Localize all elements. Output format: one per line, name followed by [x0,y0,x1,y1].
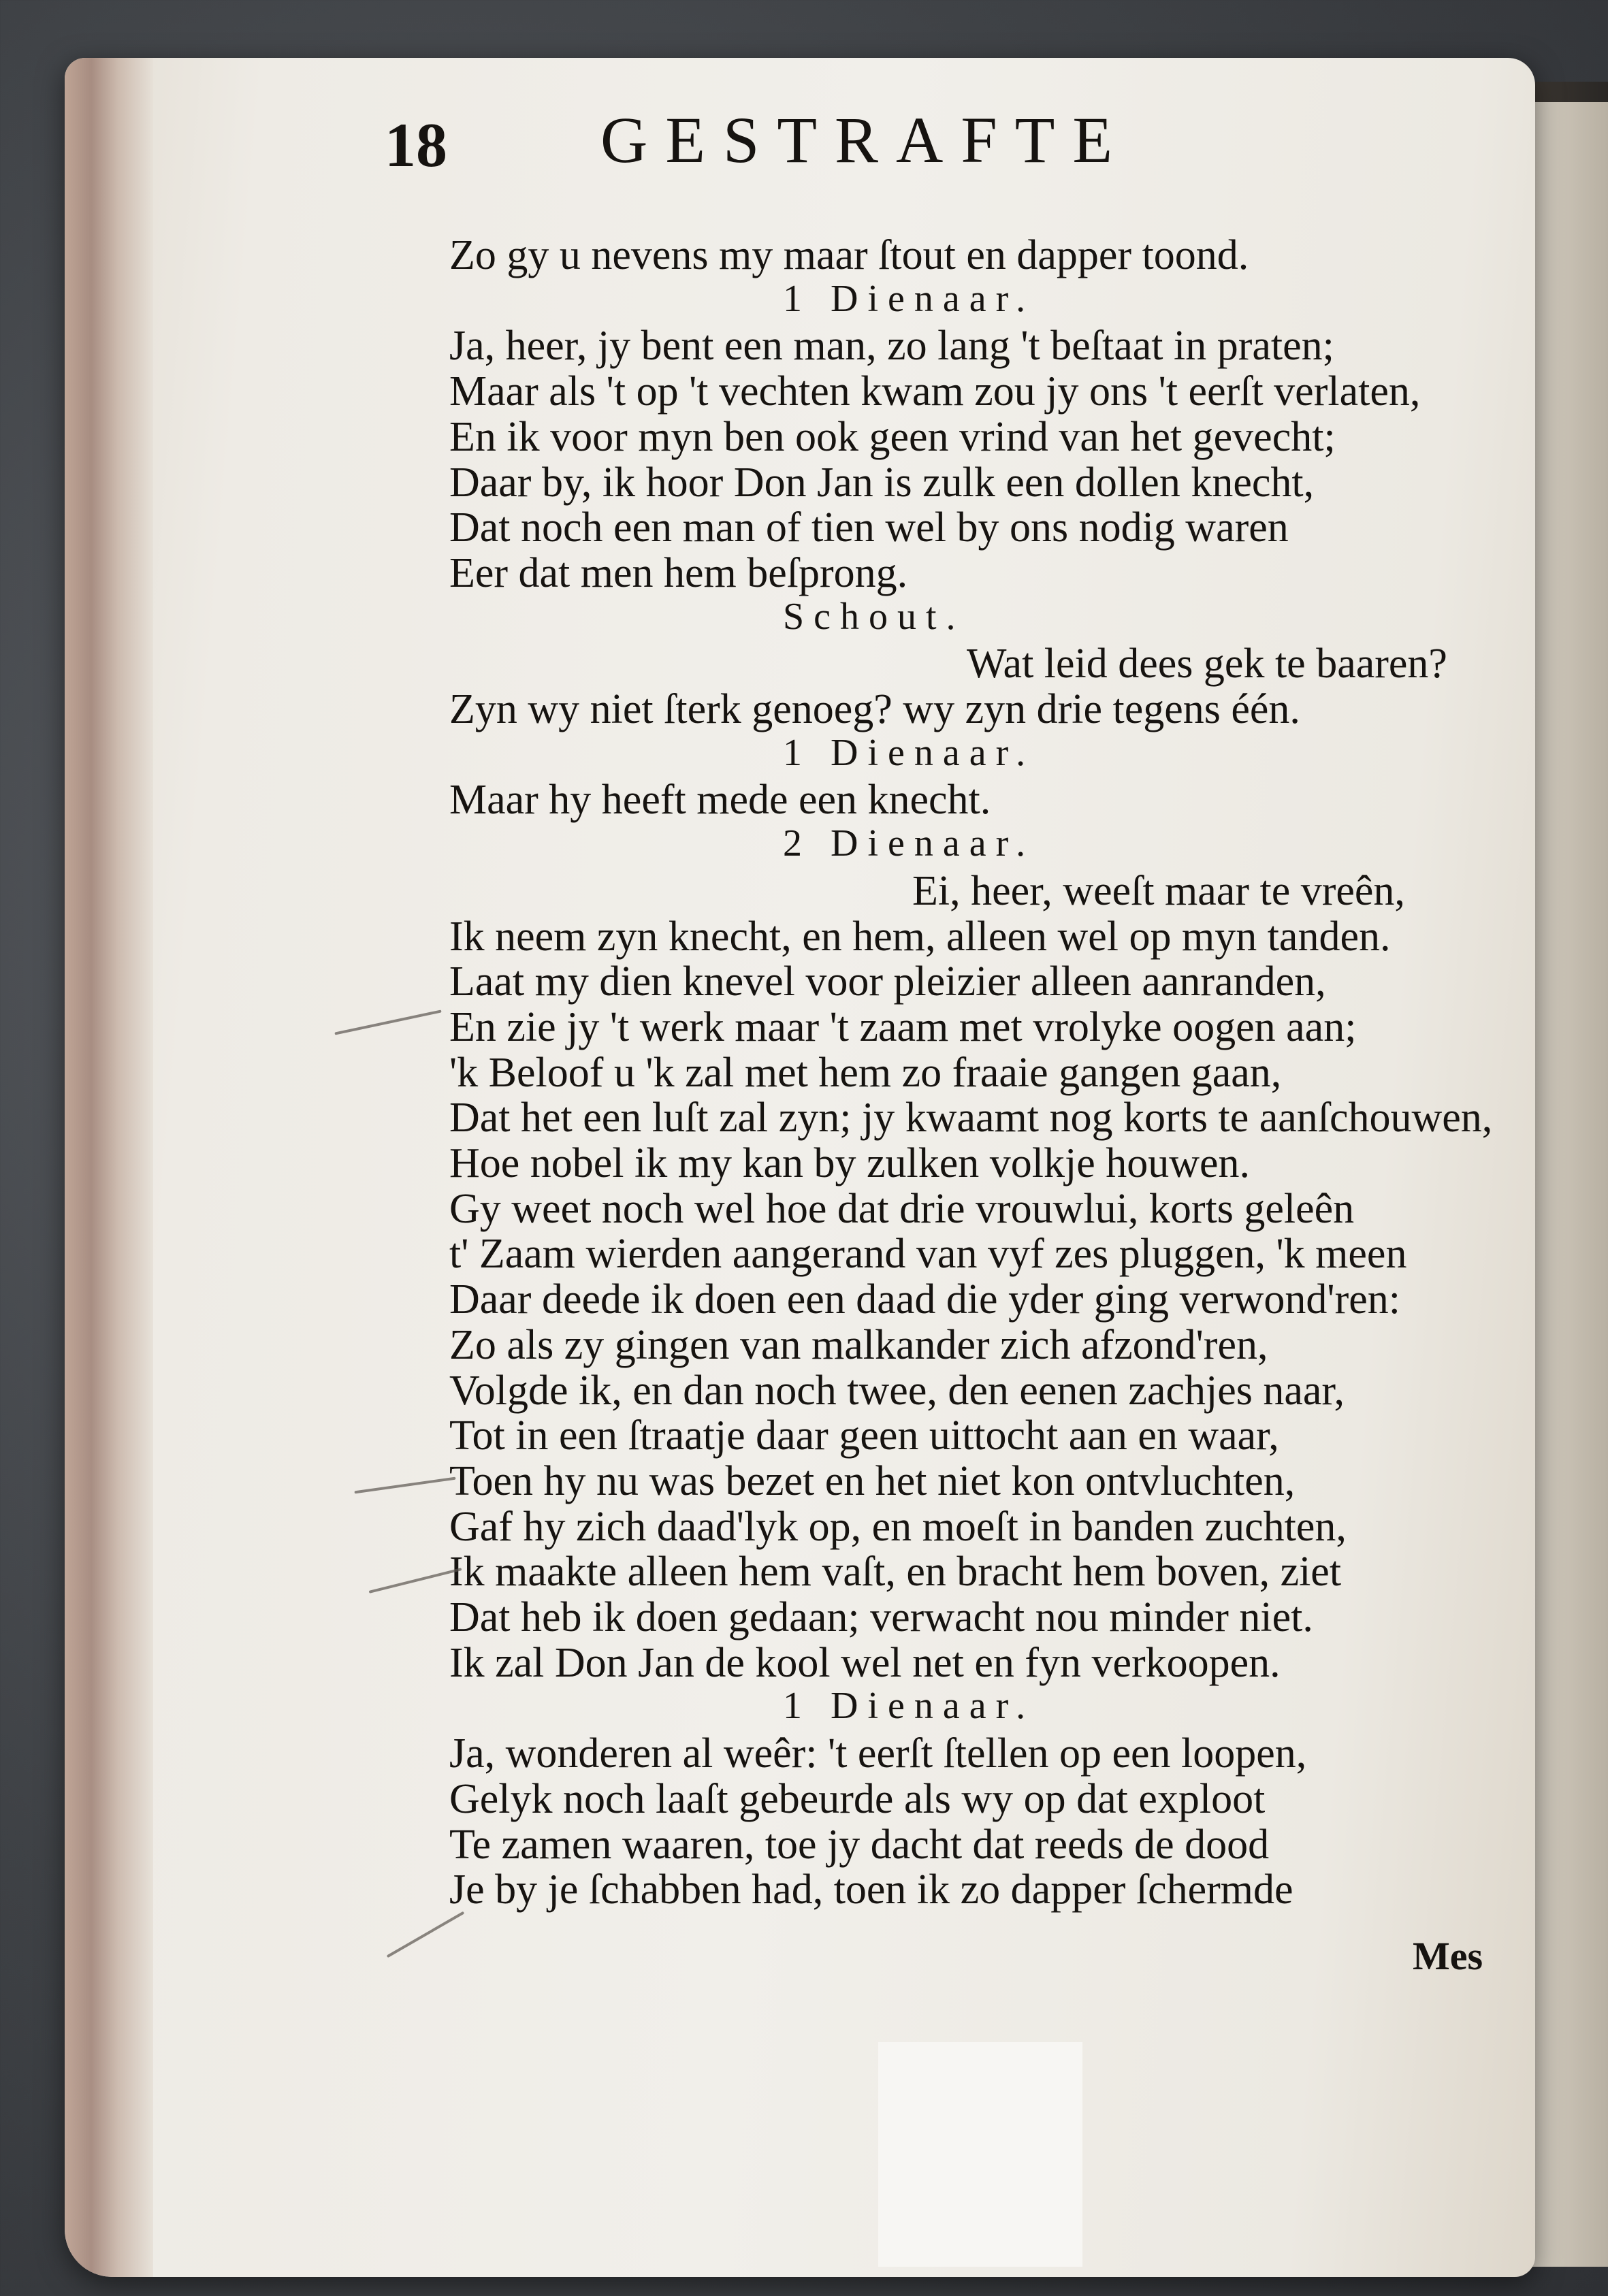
verse-line: Hoe nobel ik my kan by zulken volkje houwen. [449,1140,1251,1186]
page-number: 18 [385,110,447,180]
verse-line: Maar hy heeft mede een knecht. [449,777,991,824]
verse-line: En zie jy 't werk maar 't zaam met vrolyke oogen aan; [449,1003,1357,1050]
verse-line: Te zamen waaren, toe jy dacht dat reeds de dood [449,1821,1270,1868]
redaction-patch [878,2042,1082,2267]
verse-line: Daar deede ik doen een daad die yder ging verwond'ren: [449,1276,1400,1323]
verse-line: Ja, wonderen al weêr: 't eerſt ſtellen op een loopen, [449,1730,1307,1777]
verse-line: Eer dat men hem beſprong. [449,549,908,596]
verse-line: t' Zaam wierden aangerand van vyf zes pluggen, 'k meen [449,1231,1407,1278]
verse-line: Ik zal Don Jan de kool wel net en fyn verkoopen. [449,1639,1281,1686]
verse-line: Zo gy u nevens my maar ſtout en dapper toond. [449,232,1249,278]
verse-line: Daar by, ik hoor Don Jan is zulk een dollen knecht, [449,459,1315,506]
verse-line: Dat het een luſt zal zyn; jy kwaamt nog korts te aanſchouwen, [449,1095,1493,1142]
verse-line: Dat heb ik doen gedaan; verwacht nou minder niet. [449,1594,1313,1640]
verse-line: Ik maakte alleen hem vaſt, en bracht hem boven, ziet [449,1549,1342,1596]
verse-line: Toen hy nu was bezet en het niet kon ontvluchten, [449,1457,1296,1504]
verse-line: Gy weet noch wel hoe dat drie vrouwlui, korts geleên [449,1185,1355,1232]
speaker-name: Schout. [783,595,965,638]
verse-line: Ja, heer, jy bent een man, zo lang 't beſtaat in praten; [449,323,1334,370]
verse-line: Gaf hy zich daad'lyk op, en moeſt in banden zuchten, [449,1503,1347,1550]
verse-line: Zo als zy gingen van malkander zich afzond'ren, [449,1321,1268,1368]
verse-line: Tot in een ſtraatje daar geen uittocht aan en waar, [449,1412,1279,1459]
verse-line: Ei, heer, weeſt maar te vreên, [912,867,1405,914]
verse-line: En ik voor myn ben ook geen vrind van het gevecht; [449,413,1336,460]
catchword: Mes [1413,1934,1483,1978]
speaker-name: 1 Dienaar. [783,731,1035,774]
running-head: GESTRAFTE [600,103,1131,176]
verse-line: Laat my dien knevel voor pleizier alleen aanranden, [449,958,1326,1005]
page-gutter-stain [65,58,153,2277]
verse-line: Wat leid dees gek te baaren? [967,641,1447,688]
verse-line: Maar als 't op 't vechten kwam zou jy ons 't eerſt verlaten, [449,368,1421,415]
verse-line: Dat noch een man of tien wel by ons nodig waren [449,504,1289,551]
verse-line: Je by je ſchabben had, toen ik zo dapper ſchermde [449,1866,1293,1913]
verse-line: Volgde ik, en dan noch twee, den eenen zachjes naar, [449,1367,1345,1414]
speaker-name: 1 Dienaar. [783,1685,1035,1728]
speaker-name: 2 Dienaar. [783,822,1035,865]
speaker-name: 1 Dienaar. [783,277,1035,320]
verse-line: Zyn wy niet ſterk genoeg? wy zyn drie tegens één. [449,686,1300,732]
verse-line: 'k Beloof u 'k zal met hem zo fraaie gangen gaan, [449,1049,1282,1096]
verse-line: Gelyk noch laaſt gebeurde als wy op dat exploot [449,1775,1266,1822]
verse-line: Ik neem zyn knecht, en hem, alleen wel op myn tanden. [449,913,1391,960]
